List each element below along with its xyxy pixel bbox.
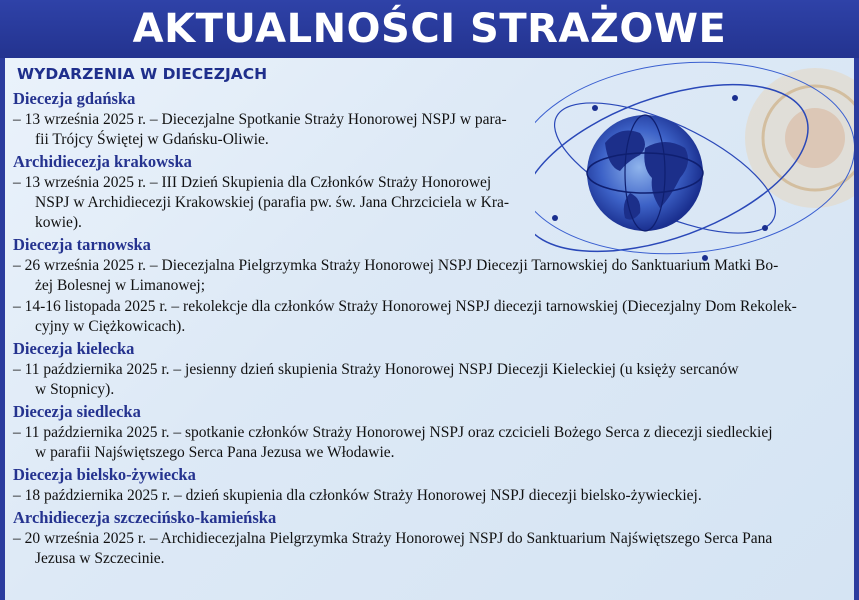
event-line: cyjny w Ciężkowicach). [35, 318, 186, 335]
event-line: Jezusa w Szczecinie. [35, 550, 165, 567]
event-line: kowie). [35, 214, 82, 231]
event-item [13, 256, 851, 296]
header-banner [0, 0, 859, 58]
event-line: NSPJ w Archidiecezji Krakowskiej (parafia pw. św. Jana Chrzciciela w Kra- [35, 194, 510, 211]
event-line: – 14-16 listopada 2025 r. – rekolekcje dla członków Straży Honorowej NSPJ diecezji tarnowskiej (Diecezjalny Dom Rekolek- [13, 298, 797, 315]
diocese-section [13, 507, 851, 569]
event-line: – 18 października 2025 r. – dzień skupienia dla członków Straży Honorowej NSPJ diecezji bielsko-żywieckiej. [13, 487, 702, 504]
page-title: AKTUALNOŚCI STRAŻOWE [132, 6, 727, 52]
event-item [13, 486, 851, 506]
diocese-name: Diecezja gdańska [13, 89, 136, 108]
event-line: – 11 października 2025 r. – jesienny dzień skupienia Straży Honorowej NSPJ Diecezji Kieleckiej (u księży sercanów [13, 361, 739, 378]
diocese-name: Diecezja tarnowska [13, 235, 151, 254]
event-line: – 13 września 2025 r. – Diecezjalne Spotkanie Straży Honorowej NSPJ w para- [13, 111, 507, 128]
event-line: – 13 września 2025 r. – III Dzień Skupienia dla Członków Straży Honorowej [13, 174, 492, 191]
event-line: w Stopnicy). [35, 381, 115, 398]
diocese-section [13, 338, 851, 400]
diocese-section [13, 234, 851, 337]
diocese-section [13, 151, 851, 233]
event-item [13, 297, 851, 337]
section-title: WYDARZENIA W DIECEZJACH [17, 65, 268, 83]
event-item [13, 529, 851, 569]
events-content [13, 64, 851, 569]
diocese-section [13, 88, 851, 150]
event-line: żej Bolesnej w Limanowej; [35, 277, 206, 294]
event-item [13, 110, 851, 150]
event-line: fii Trójcy Świętej w Gdańsku-Oliwie. [35, 131, 269, 148]
diocese-name: Archidiecezja krakowska [13, 152, 192, 171]
event-item [13, 173, 851, 233]
event-line: w parafii Najświętszego Serca Pana Jezusa we Włodawie. [35, 444, 395, 461]
diocese-name: Diecezja bielsko-żywiecka [13, 465, 196, 484]
content-panel [5, 58, 854, 600]
diocese-section [13, 464, 851, 506]
event-line: – 20 września 2025 r. – Archidiecezjalna Pielgrzymka Straży Honorowej NSPJ do Sanktuarium Najświętszego Serca Pana [13, 530, 773, 547]
diocese-name: Diecezja siedlecka [13, 402, 141, 421]
diocese-name: Diecezja kielecka [13, 339, 135, 358]
event-line: – 11 października 2025 r. – spotkanie członków Straży Honorowej NSPJ oraz czcicieli Bożego Serca z diecezji siedleckiej [13, 424, 773, 441]
event-item [13, 360, 851, 400]
event-item [13, 423, 851, 463]
diocese-section [13, 401, 851, 463]
event-line: – 26 września 2025 r. – Diecezjalna Pielgrzymka Straży Honorowej NSPJ Diecezji Tarnowskiej do Sanktuarium Matki Bo- [13, 257, 779, 274]
diocese-list [13, 88, 851, 569]
diocese-name: Archidiecezja szczecińsko-kamieńska [13, 508, 277, 527]
